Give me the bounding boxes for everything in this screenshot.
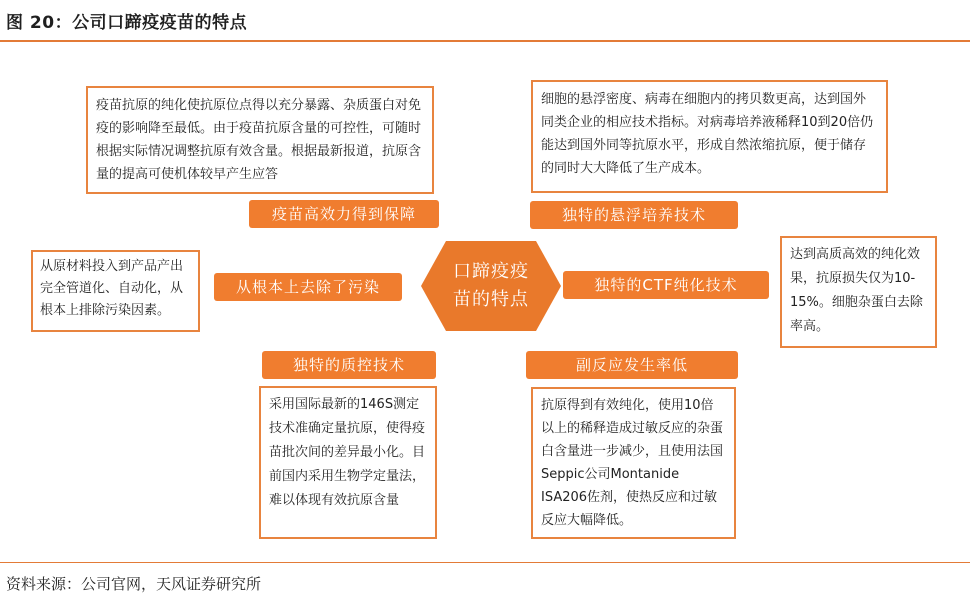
potency-description: 疫苗抗原的纯化使抗原位点得以充分暴露、杂质蛋白对免疫的影响降至最低。由于疫苗抗原含量的可控性，可随时根据实际情况调整抗原有效含量。根据最新报道，抗原含量的提高可使机体较早产生应答 [96,98,422,182]
source-note: 资料来源：公司官网，天风证券研究所 [6,575,262,593]
quality-label: 独特的质控技术 [262,351,436,379]
source-divider [0,562,970,563]
pollution-label: 从根本上去除了污染 [214,273,402,301]
suspension-description: 细胞的悬浮密度、病毒在细胞内的拷贝数更高，达到国外同类企业的相应技术指标。对病毒培养液稀释10到20倍仍能达到国外同等抗原水平，形成自然浓缩抗原，便于储存的同时大大降低了生产成本。 [541,92,874,176]
center-hexagon [420,240,562,332]
center-title [420,240,562,332]
title-divider [0,40,970,42]
side-effect-label: 副反应发生率低 [526,351,738,379]
side-effect-description: 抗原得到有效纯化，使用10倍以上的稀释造成过敏反应的杂蛋白含量进一步减少，且使用法国Seppic公司Montanide ISA206佐剂，使热反应和过敏反应大幅降低。 [541,398,724,528]
potency-label: 疫苗高效力得到保障 [249,200,439,228]
figure-title: 图 20：公司口蹄疫疫苗的特点 [6,13,248,33]
suspension-description-box [531,80,888,193]
quality-description-box [259,386,437,539]
pollution-description-box [31,250,200,332]
quality-description: 采用国际最新的146S测定技术准确定量抗原，使得疫苗批次间的差异最小化。目前国内采用生物学定量法，难以体现有效抗原含量 [269,397,426,508]
center-title-line-2: 苗的特点 [453,289,529,310]
center-title-line-1: 口蹄疫疫 [453,261,529,282]
suspension-label: 独特的悬浮培养技术 [530,201,738,229]
ctf-label: 独特的CTF纯化技术 [563,271,769,299]
pollution-description: 从原材料投入到产品产出完全管道化、自动化，从根本上排除污染因素。 [40,259,184,318]
side-effect-description-box [531,387,736,539]
potency-description-box [86,86,434,194]
ctf-description-box [780,236,937,348]
ctf-description: 达到高质高效的纯化效果，抗原损失仅为10-15%。细胞杂蛋白去除率高。 [790,247,923,334]
